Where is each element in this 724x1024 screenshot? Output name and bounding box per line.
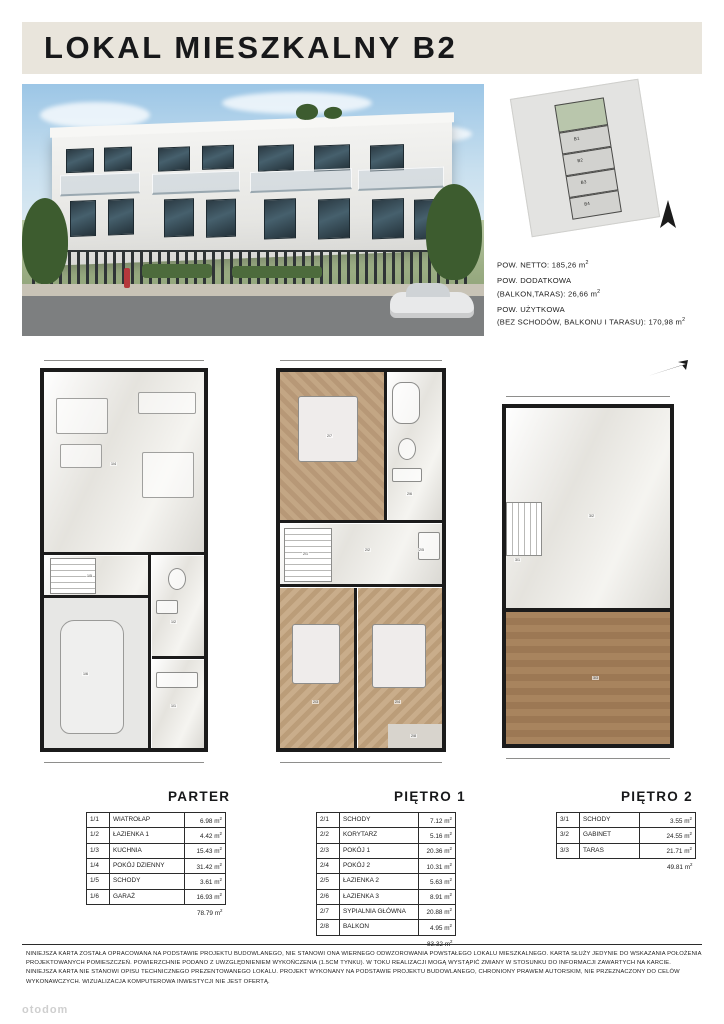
table-row (87, 858, 226, 873)
table-row (87, 828, 226, 843)
room-area: 24.55 $m^2$ (640, 828, 696, 843)
render-window (202, 145, 234, 170)
area-netto-label: POW. NETTO: (497, 260, 550, 270)
area-netto-value: 185,26 m (551, 260, 586, 270)
render-balcony (60, 172, 140, 196)
room-tag: 3/1 (515, 558, 520, 562)
area-dodatkowa-label: POW. DODATKOWA (497, 276, 572, 286)
room-no: 2/1 (317, 813, 340, 828)
wall-internal (148, 555, 151, 748)
dimension-line (506, 396, 670, 397)
room-name: KORYTARZ (340, 828, 419, 843)
room-area: 5.63 $m^2$ (419, 874, 456, 889)
area-dodatkowa-sub: (BALKON,TARAS): (497, 289, 566, 299)
table-row (317, 874, 456, 889)
table-row (557, 828, 696, 843)
render-person (124, 268, 130, 288)
table-row (317, 904, 456, 919)
dimension-line (506, 758, 670, 759)
wall-internal (506, 608, 670, 612)
room-no: 1/4 (87, 858, 110, 873)
room-name: WIATROŁAP (110, 813, 185, 828)
level-total: 2 (450, 938, 453, 944)
floorplan-parter (30, 352, 242, 764)
room-name: ŁAZIENKA 3 (340, 889, 419, 904)
room-tag: 2/6 (407, 492, 412, 496)
room-area: 16.93 $m^2$ (184, 889, 225, 904)
room-name: POKÓJ 1 (340, 843, 419, 858)
footer-disclaimer: NINIEJSZA KARTA ZOSTAŁA OPRACOWANA NA PODSTAWIE PROJEKTU BUDOWLANEGO, NIE STANOWI ONA WIERNEGO ODWZOROWANIA POWSTAŁEGO LOKALU MIESZKALNEGO. KARTA SŁUŻY JEDYNIE DO WSKAZANIA POŁOŻENIA PROJEKTOWANYCH POMIESZCZEŃ. POWIERZCHNIE PODANO Z UWZGLĘDNIENIEM WYKOŃCZENIA (1.5CM TYNKU). W TOKU REALIZACJI MOGĄ WYSTĄPIĆ ZMIANY W STOSUNKU DO INFORMACJI ZAWARTYCH NA KARCIE. NINIEJSZA KARTA NIE STANOWI OPISU TECHNICZNEGO PREZENTOWANEGO LOKALU. PROJEKT WYKONANY NA PODSTAWIE PROJEKTU BUDOWLANEGO, CHRONIONY PRAWEM AUTORSKIM, NIE PRZEZNACZONY DO CELÓW WYKONAWCZYCH. WIZUALIZACJA KOMPUTEROWA INWESTYCJI NIE JEST OFERTĄ. (26, 951, 702, 985)
room-no: 2/4 (317, 858, 340, 873)
room-area: 15.43 $m^2$ (184, 843, 225, 858)
table-row (557, 843, 696, 858)
wall-internal (354, 588, 357, 748)
page-title-bar (22, 22, 702, 74)
area-netto-unit: 2 (585, 260, 589, 266)
room-area: 21.71 $m^2$ (640, 843, 696, 858)
table-total-row (557, 858, 696, 873)
render-window (258, 144, 294, 171)
render-tree (426, 184, 482, 280)
render-building (52, 120, 452, 265)
wall (204, 368, 208, 752)
room-table-pietro-1 (316, 812, 456, 950)
area-uzytkowa-label: POW. UŻYTKOWA (497, 304, 565, 314)
fixture-wc (398, 438, 416, 460)
room-area: 3.55 $m^2$ (640, 813, 696, 828)
room-area: 20.36 $m^2$ (419, 843, 456, 858)
keyplan-label: B1 (573, 135, 580, 142)
table-row (317, 920, 456, 935)
room-no: 2/7 (317, 904, 340, 919)
room-area: 8.91 $m^2$ (419, 889, 456, 904)
room-no: 1/6 (87, 889, 110, 904)
room-name: SYPIALNIA GŁÓWNA (340, 904, 419, 919)
render-tree (22, 198, 68, 284)
wall-internal (280, 584, 442, 587)
room-table-pietro-2 (556, 812, 696, 874)
stairs-pietro-2 (506, 502, 542, 556)
level-total: 78.79 $m^2$ (196, 907, 223, 917)
room-tag: 2/1 (303, 552, 308, 556)
room-tag: 2/2 (365, 548, 370, 552)
room-no: 2/8 (317, 920, 340, 935)
room-name: GARAŻ (110, 889, 185, 904)
render-window (158, 146, 190, 171)
level-total: 49.81 $m^2$ (666, 861, 693, 872)
wall (442, 368, 446, 752)
furniture-bed (292, 624, 340, 684)
render-balcony (152, 170, 240, 194)
level-caption-pietro-2: PIĘTRO 2 (621, 789, 693, 804)
furniture-dining (142, 452, 194, 498)
furniture-bed (298, 396, 358, 462)
room-area: 7.12 $m^2$ (419, 813, 456, 828)
room-tag: 1/4 (111, 462, 116, 466)
room-tag: 2/4 (395, 700, 400, 704)
furniture-bed (372, 624, 426, 688)
area-netto-row (497, 258, 705, 271)
room-no: 3/1 (557, 813, 580, 828)
north-arrow-icon-plans (644, 356, 692, 384)
fixture-washbasin (392, 468, 422, 482)
furniture-sofa (56, 398, 108, 434)
room-area: 6.98 $m^2$ (184, 813, 225, 828)
dimension-line (44, 762, 204, 763)
room-no: 1/2 (87, 828, 110, 843)
room-no: 1/5 (87, 874, 110, 889)
page-title: LOKAL MIESZKALNY B2 (44, 30, 458, 65)
room-name: TARAS (580, 843, 640, 858)
dimension-line (280, 762, 442, 763)
room-name: POKÓJ 2 (340, 858, 419, 873)
area-dodatkowa-row (497, 275, 705, 300)
room-table-parter (86, 812, 226, 920)
render-window (264, 198, 296, 239)
table-row (317, 813, 456, 828)
room-tag: 1/5 (87, 574, 92, 578)
building-render-image (22, 84, 484, 336)
room-name: POKÓJ DZIENNY (110, 858, 185, 873)
fixture-shower (418, 532, 440, 560)
north-arrow-icon (648, 196, 688, 236)
room-tag: 1/2 (171, 620, 176, 624)
keyplan-label: B4 (583, 200, 591, 207)
wall (40, 748, 208, 752)
render-hedge (142, 264, 212, 278)
render-window (318, 198, 350, 239)
area-uzytkowa-value: 170,98 m (648, 317, 683, 327)
room-no: 3/2 (557, 828, 580, 843)
wall (276, 748, 446, 752)
floorplan-pietro-1 (268, 352, 462, 764)
watermark: otodom (22, 1004, 69, 1016)
wall-internal (44, 595, 148, 598)
room-tag: 3/3 (593, 676, 598, 680)
room-area: 4.42 $m^2$ (184, 828, 225, 843)
room-name: BALKON (340, 920, 419, 935)
table-total-row (87, 904, 226, 919)
area-uzytkowa-unit: 2 (682, 317, 686, 324)
room-area: 5.16 $m^2$ (419, 828, 456, 843)
render-window (66, 148, 94, 173)
render-window (372, 198, 404, 239)
level-caption-pietro-1: PIĘTRO 1 (394, 789, 466, 804)
furniture-table (60, 444, 102, 468)
render-window (70, 200, 96, 237)
keyplan-label: B3 (580, 179, 587, 185)
room-no: 2/5 (317, 874, 340, 889)
area-uzytkowa-row (497, 304, 705, 329)
fixture-wardrobe (156, 672, 198, 688)
dimension-line (44, 360, 204, 361)
room-taras (506, 612, 670, 744)
room-area: 4.95 $m^2$ (419, 920, 456, 935)
fixture-bathtub (392, 382, 420, 424)
room-no: 3/3 (557, 843, 580, 858)
level-caption-parter: PARTER (168, 789, 231, 804)
keyplan-label: B2 (576, 157, 584, 164)
render-balcony (358, 167, 444, 191)
render-window (104, 147, 132, 172)
table-row (317, 889, 456, 904)
fixture-washbasin (156, 600, 178, 614)
footer-divider (22, 944, 702, 945)
table-row (87, 843, 226, 858)
room-name: SCHODY (580, 813, 640, 828)
floorplan-pietro-2 (492, 390, 688, 764)
room-area: 31.42 $m^2$ (184, 858, 225, 873)
room-tag: 2/3 (313, 700, 318, 704)
area-summary (497, 258, 705, 333)
table-row (87, 889, 226, 904)
room-area: 3.61 $m^2$ (184, 874, 225, 889)
site-keyplan (510, 79, 660, 238)
furniture-sideboard (138, 392, 196, 414)
room-name: SCHODY (340, 813, 419, 828)
render-hedge (232, 266, 322, 278)
wall (502, 744, 674, 748)
wall-internal (152, 656, 204, 659)
room-no: 1/1 (87, 813, 110, 828)
wall-internal (280, 520, 442, 523)
render-balcony (250, 168, 352, 193)
room-tag: 2/5 (419, 548, 424, 552)
area-uzytkowa-sub: (BEZ SCHODÓW, BALKONU I TARASU): (497, 317, 647, 327)
table-row (317, 858, 456, 873)
render-window (164, 198, 194, 237)
area-dodatkowa-unit: 2 (597, 288, 601, 295)
room-name: ŁAZIENKA 1 (110, 828, 185, 843)
room-area: 10.31 $m^2$ (419, 858, 456, 873)
render-car (390, 292, 474, 318)
room-tag: 1/1 (171, 704, 176, 708)
room-tag: 1/6 (83, 672, 88, 676)
dimension-line (280, 360, 442, 361)
room-name: ŁAZIENKA 2 (340, 874, 419, 889)
table-total-row (317, 935, 456, 950)
room-tag: 2/7 (327, 434, 332, 438)
room-name: SCHODY (110, 874, 185, 889)
table-row (87, 813, 226, 828)
table-row (557, 813, 696, 828)
room-no: 1/3 (87, 843, 110, 858)
wall-internal (44, 552, 204, 555)
wall-internal (384, 372, 387, 520)
table-row (317, 828, 456, 843)
room-no: 2/6 (317, 889, 340, 904)
room-tag: 3/2 (589, 514, 594, 518)
fixture-wc (168, 568, 186, 590)
table-row (317, 843, 456, 858)
room-area: 20.88 $m^2$ (419, 904, 456, 919)
room-name: GABINET (580, 828, 640, 843)
table-row (87, 874, 226, 889)
render-window (206, 199, 236, 238)
room-name: KUCHNIA (110, 843, 185, 858)
car-symbol (60, 620, 124, 734)
room-no: 2/3 (317, 843, 340, 858)
render-window (108, 199, 134, 236)
room-no: 2/2 (317, 828, 340, 843)
wall (670, 404, 674, 748)
room-tag: 2/8 (411, 734, 416, 738)
area-dodatkowa-value: 26,66 m (567, 289, 598, 299)
